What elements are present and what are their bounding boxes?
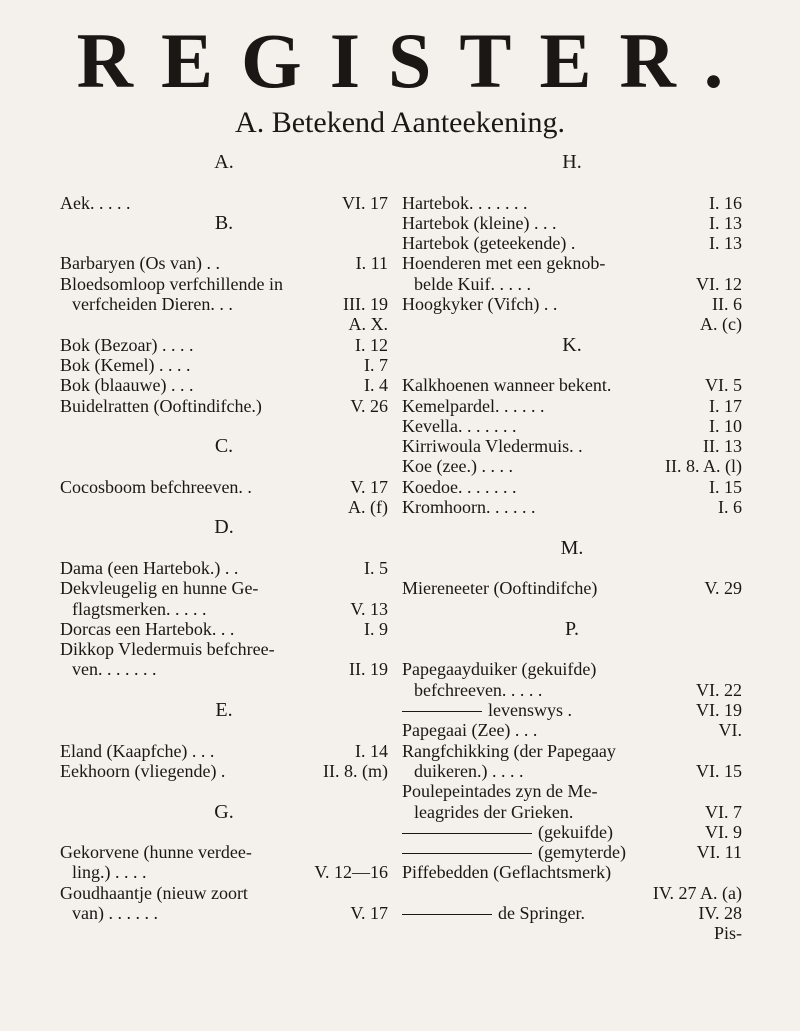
entry-term: Hoenderen met een geknob- xyxy=(402,253,606,274)
entry-reference: I. 9 xyxy=(364,618,388,639)
entry-term: Gekorvene (hunne verdee- xyxy=(60,842,252,863)
spacer xyxy=(60,416,388,436)
entry-reference: II. 8. (m) xyxy=(323,760,388,781)
index-entry xyxy=(402,720,742,740)
index-entry xyxy=(402,193,742,213)
entry-term: Hoogkyker (Vifch) . . xyxy=(402,294,558,315)
section-letter: H. xyxy=(562,151,582,173)
index-entry xyxy=(60,477,388,497)
index-entry xyxy=(402,822,742,842)
spacer xyxy=(60,538,388,558)
entry-term: Barbaryen (Os van) . . xyxy=(60,253,220,274)
entry-term: Papegaayduiker (gekuifde) xyxy=(402,659,597,680)
section-letter: A. xyxy=(214,151,234,173)
index-entry xyxy=(60,639,388,659)
entry-term: Dikkop Vledermuis befchree- xyxy=(60,639,275,660)
index-entry xyxy=(60,761,388,781)
index-entry xyxy=(402,396,742,416)
entry-term: Cocosboom befchreeven. . xyxy=(60,476,252,497)
index-entry xyxy=(60,883,388,903)
section-letter: E. xyxy=(215,699,233,722)
entry-term: Dorcas een Hartebok. . . xyxy=(60,618,235,639)
index-entry xyxy=(60,396,388,416)
spacer xyxy=(402,599,742,619)
index-entry xyxy=(402,741,742,761)
entry-reference: V. 17 xyxy=(350,476,388,497)
section-letter: B. xyxy=(214,211,234,234)
spacer xyxy=(60,822,388,842)
entry-term: Hartebok (kleine) . . . xyxy=(402,212,557,233)
entry-reference: VI. 9 xyxy=(705,821,742,842)
entry-reference: II. 8. A. (l) xyxy=(665,456,742,477)
entry-term: ven. . . . . . . xyxy=(72,659,157,680)
spacer xyxy=(60,456,388,476)
index-subref: IV. 27 A. (a) xyxy=(652,882,742,903)
index-entry-continuation xyxy=(60,659,388,679)
index-entry-continuation xyxy=(60,903,388,923)
index-entry xyxy=(402,862,742,882)
entry-reference: VI. xyxy=(718,720,742,741)
index-entry-continuation xyxy=(402,802,742,822)
entry-term: Rangfchikking (der Papegaay xyxy=(402,740,616,761)
index-entry xyxy=(402,497,742,517)
entry-term: Papegaai (Zee) . . . xyxy=(402,720,538,741)
entry-term: Goudhaantje (nieuw zoort xyxy=(60,882,248,903)
index-entry xyxy=(60,619,388,639)
entry-reference: VI. 15 xyxy=(696,760,742,781)
index-entry xyxy=(402,456,742,476)
entry-reference: VI. 5 xyxy=(705,375,742,396)
spacer xyxy=(60,233,388,253)
entry-reference: II. 13 xyxy=(703,436,742,457)
entry-reference: VI. 11 xyxy=(696,842,742,863)
entry-reference: II. 6 xyxy=(712,294,742,315)
index-entry xyxy=(402,213,742,233)
entry-reference: IV. 28 xyxy=(698,902,742,923)
entry-term: Dekvleugelig en hunne Ge- xyxy=(60,578,259,599)
entry-term: Kevella. . . . . . . xyxy=(402,415,517,436)
index-entry xyxy=(60,274,388,294)
index-entry xyxy=(60,558,388,578)
index-entry xyxy=(402,659,742,679)
index-entry xyxy=(60,741,388,761)
entry-term: de Springer. xyxy=(402,903,694,923)
spacer xyxy=(402,355,742,375)
index-entry xyxy=(60,355,388,375)
entry-reference: I. 16 xyxy=(709,192,742,213)
entry-reference: I. 13 xyxy=(709,233,742,254)
entry-reference: V. 17 xyxy=(350,902,388,923)
ditto-dash xyxy=(402,711,482,712)
index-entry xyxy=(60,193,388,213)
entry-reference: VI. 17 xyxy=(342,192,388,213)
index-entry xyxy=(402,781,742,801)
entry-term: Aek. . . . . xyxy=(60,192,131,213)
entry-reference: I. 4 xyxy=(364,375,388,396)
entry-reference: I. 17 xyxy=(709,395,742,416)
index-entry xyxy=(402,375,742,395)
catchword: Pis- xyxy=(713,923,742,944)
index-entry xyxy=(60,335,388,355)
section-letter: G. xyxy=(214,800,234,823)
entry-term: Eekhoorn (vliegende) . xyxy=(60,760,226,781)
entry-term: Bok (Bezoar) . . . . xyxy=(60,334,194,355)
index-entry xyxy=(60,578,388,598)
section-letter: C. xyxy=(214,435,234,458)
entry-term: belde Kuif. . . . . xyxy=(414,273,531,294)
index-entry xyxy=(402,416,742,436)
entry-reference: VI. 7 xyxy=(705,801,742,822)
index-entry xyxy=(402,842,742,862)
entry-term: levenswys . xyxy=(402,700,692,720)
entry-reference: I. 12 xyxy=(355,334,388,355)
entry-reference: I. 13 xyxy=(709,212,742,233)
entry-term: Buidelratten (Ooftindifche.) xyxy=(60,395,262,416)
index-entry xyxy=(402,903,742,923)
right-column xyxy=(402,152,742,944)
spacer xyxy=(60,172,388,192)
spacer xyxy=(402,558,742,578)
index-entry xyxy=(402,477,742,497)
section-letter: P. xyxy=(565,617,579,640)
entry-reference: III. 19 xyxy=(343,294,388,315)
entry-term: (gemyterde) xyxy=(402,842,693,862)
entry-term: flagtsmerken. . . . . xyxy=(72,598,207,619)
entry-reference: I. 10 xyxy=(709,415,742,436)
left-column xyxy=(60,152,388,923)
spacer xyxy=(60,720,388,740)
entry-term: befchreeven. . . . . xyxy=(414,679,543,700)
spacer xyxy=(402,517,742,537)
index-entry xyxy=(402,700,742,720)
index-subref: A. (f) xyxy=(348,497,388,518)
entry-term: (gekuifde) xyxy=(402,822,701,842)
ditto-dash xyxy=(402,914,492,915)
index-entry xyxy=(402,294,742,314)
index-entry-continuation xyxy=(60,294,388,314)
entry-term: Bok (Kemel) . . . . xyxy=(60,354,191,375)
entry-reference: V. 13 xyxy=(350,598,388,619)
entry-reference: II. 19 xyxy=(349,659,388,680)
entry-term: duikeren.) . . . . xyxy=(414,760,524,781)
index-entry-continuation xyxy=(60,862,388,882)
entry-term: ling.) . . . . xyxy=(72,862,147,883)
entry-term: Koedoe. . . . . . . xyxy=(402,476,517,497)
entry-term: Kemelpardel. . . . . . xyxy=(402,395,545,416)
index-entry-continuation xyxy=(402,274,742,294)
index-entry xyxy=(402,233,742,253)
index-entry xyxy=(402,578,742,598)
entry-reference: VI. 22 xyxy=(696,679,742,700)
entry-reference: I. 7 xyxy=(364,354,388,375)
entry-term: Koe (zee.) . . . . xyxy=(402,456,513,477)
entry-reference: I. 15 xyxy=(709,476,742,497)
index-entry-continuation xyxy=(402,761,742,781)
entry-term: Kirriwoula Vledermuis. . xyxy=(402,436,583,457)
index-entry xyxy=(60,253,388,273)
spacer xyxy=(402,172,742,192)
index-entry-continuation xyxy=(402,680,742,700)
section-letter: M. xyxy=(560,536,584,559)
index-subref: A. X. xyxy=(348,314,388,335)
entry-term: Bloedsomloop verfchillende in xyxy=(60,273,283,294)
entry-reference: VI. 12 xyxy=(696,273,742,294)
page-title: REGISTER. xyxy=(76,17,752,104)
entry-reference: I. 5 xyxy=(364,557,388,578)
entry-term: Piffebedden (Geflachtsmerk) xyxy=(402,862,612,883)
entry-term: Hartebok (geteekende) . xyxy=(402,233,576,254)
entry-reference: VI. 19 xyxy=(696,700,742,721)
entry-term: verfcheiden Dieren. . . xyxy=(72,294,233,315)
index-entry xyxy=(60,375,388,395)
entry-reference: V. 26 xyxy=(350,395,388,416)
entry-term: Miereneeter (Ooftindifche) xyxy=(402,578,598,599)
entry-term: Kromhoorn. . . . . . xyxy=(402,497,536,518)
spacer xyxy=(402,639,742,659)
entry-term: Kalkhoenen wanneer bekent. xyxy=(402,375,612,396)
entry-reference: I. 11 xyxy=(355,253,388,274)
entry-reference: V. 12—16 xyxy=(314,862,388,883)
section-letter: D. xyxy=(214,516,234,539)
entry-reference: V. 29 xyxy=(704,578,742,599)
index-entry xyxy=(60,842,388,862)
spacer xyxy=(60,781,388,801)
entry-term: van) . . . . . . xyxy=(72,902,158,923)
index-entry-continuation xyxy=(60,599,388,619)
entry-term: Bok (blaauwe) . . . xyxy=(60,375,194,396)
index-subref: A. (c) xyxy=(700,314,742,335)
entry-reference: I. 6 xyxy=(718,497,742,518)
ditto-dash xyxy=(402,833,532,834)
section-letter: K. xyxy=(562,333,582,356)
page-subtitle: A. Betekend Aanteekening. xyxy=(235,106,565,139)
index-entry xyxy=(402,436,742,456)
entry-term: Dama (een Hartebok.) . . xyxy=(60,557,239,578)
index-entry xyxy=(402,253,742,273)
entry-term: Hartebok. . . . . . . xyxy=(402,192,528,213)
ditto-dash xyxy=(402,853,532,854)
spacer xyxy=(60,680,388,700)
entry-term: Eland (Kaapfche) . . . xyxy=(60,740,215,761)
entry-term: leagrides der Grieken. xyxy=(414,801,574,822)
entry-term: Poulepeintades zyn de Me- xyxy=(402,781,598,802)
entry-reference: I. 14 xyxy=(355,740,388,761)
